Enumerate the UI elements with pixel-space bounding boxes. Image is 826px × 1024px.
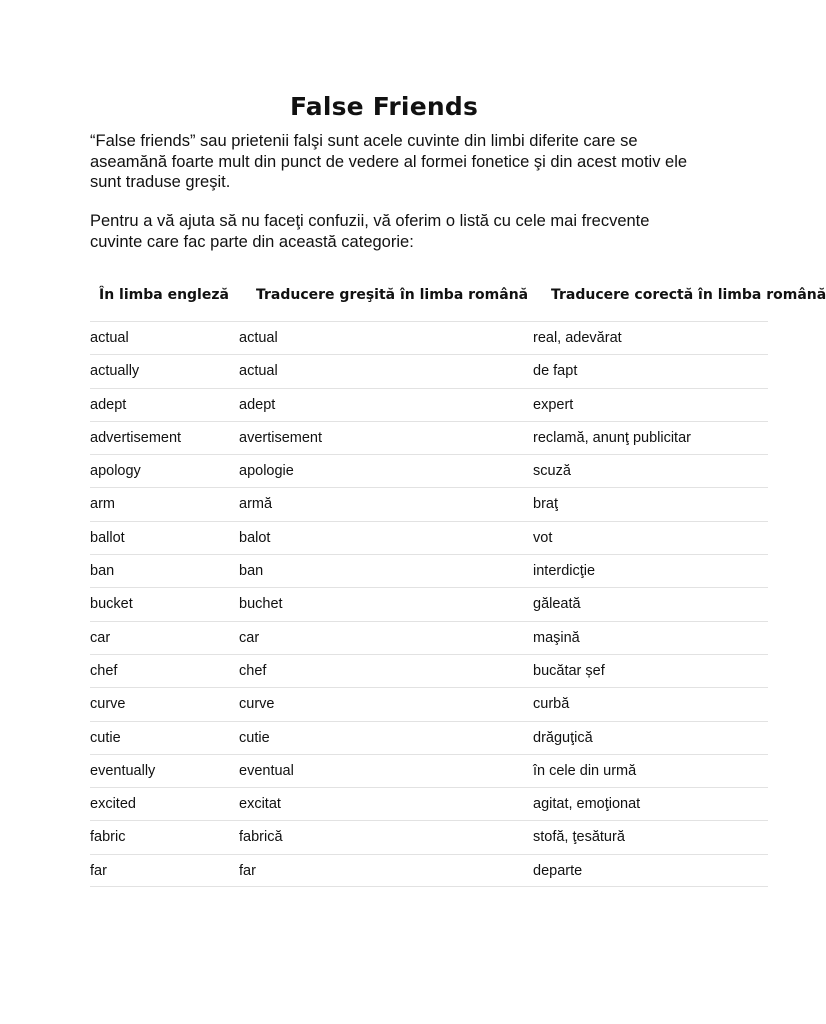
table-row: [90, 854, 768, 887]
table-row: [90, 321, 768, 354]
correct-translation: de fapt: [533, 363, 578, 380]
correct-translation: găleată: [533, 596, 581, 613]
table-row: [90, 421, 768, 454]
english-word: cutie: [90, 729, 121, 746]
english-word: ballot: [90, 529, 125, 546]
wrong-translation: adept: [239, 396, 276, 413]
table-row: [90, 787, 768, 820]
correct-translation: agitat, emoţionat: [533, 796, 641, 813]
intro-paragraph: “False friends” sau prietenii falşi sunt acele cuvinte din limbi diferite care se aseamănă foarte mult din punct de vedere al formei fonetice şi din acest motiv ele sunt traduse greşit.: [90, 132, 688, 191]
english-word: ban: [90, 563, 115, 580]
english-word: chef: [90, 662, 118, 679]
correct-translation: bucătar șef: [533, 662, 605, 679]
correct-translation: maşină: [533, 629, 580, 646]
table-row: [90, 621, 768, 654]
wrong-translation: far: [239, 862, 256, 879]
column-header-correct-translation: Traducere corectă în limba română: [551, 287, 826, 303]
wrong-translation: actual: [239, 330, 278, 346]
column-header-wrong-translation: Traducere greşită în limba română: [256, 287, 529, 303]
english-word: arm: [90, 496, 115, 513]
english-word: apology: [90, 463, 141, 480]
wrong-translation: chef: [239, 662, 267, 679]
correct-translation: real, adevărat: [533, 330, 622, 346]
correct-translation: reclamă, anunţ publicitar: [533, 429, 691, 446]
wrong-translation: cutie: [239, 729, 270, 746]
table-row: [90, 820, 768, 853]
correct-translation: curbă: [533, 696, 570, 713]
table-row: [90, 754, 768, 787]
correct-translation: drăguţică: [533, 729, 593, 746]
correct-translation: braţ: [533, 496, 558, 513]
table-row: [90, 587, 768, 620]
wrong-translation: curve: [239, 696, 275, 713]
wrong-translation: apologie: [239, 463, 294, 480]
table-row: [90, 687, 768, 720]
english-word: fabric: [90, 829, 126, 846]
wrong-translation: armă: [239, 496, 273, 513]
document-title: False Friends: [289, 92, 479, 121]
english-word: excited: [90, 796, 136, 813]
english-word: adept: [90, 396, 127, 413]
table-row: [90, 454, 768, 487]
correct-translation: expert: [533, 396, 574, 413]
wrong-translation: buchet: [239, 596, 283, 613]
english-word: car: [90, 629, 111, 646]
correct-translation: în cele din urmă: [533, 762, 637, 779]
correct-translation: interdicţie: [533, 563, 596, 580]
english-word: bucket: [90, 596, 133, 613]
wrong-translation: balot: [239, 529, 271, 546]
column-header-english: În limba engleză: [99, 287, 229, 303]
correct-translation: stofă, ţesătură: [533, 829, 625, 846]
wrong-translation: fabrică: [239, 829, 283, 846]
table-row: [90, 721, 768, 754]
table-row: [90, 654, 768, 687]
correct-translation: scuză: [533, 463, 571, 480]
table-row: [90, 354, 768, 387]
table-row: [90, 554, 768, 587]
wrong-translation: car: [239, 629, 260, 646]
wrong-translation: excitat: [239, 796, 281, 813]
english-word: far: [90, 862, 107, 879]
english-word: eventually: [90, 762, 156, 779]
wrong-translation: eventual: [239, 762, 294, 779]
intro-paragraph-2: Pentru a vă ajuta să nu faceţi confuzii, vă oferim o listă cu cele mai frecvente cuvinte care fac parte din această categorie:: [90, 212, 650, 251]
wrong-translation: ban: [239, 563, 264, 580]
table-row: [90, 521, 768, 554]
english-word: advertisement: [90, 429, 182, 446]
correct-translation: departe: [533, 862, 583, 879]
table-row: [90, 487, 768, 520]
english-word: actually: [90, 363, 140, 380]
english-word: curve: [90, 696, 126, 713]
english-word: actual: [90, 330, 129, 346]
table-row: [90, 388, 768, 421]
correct-translation: vot: [533, 529, 553, 546]
false-friends-table: [0, 321, 768, 887]
wrong-translation: actual: [239, 363, 278, 380]
wrong-translation: avertisement: [239, 429, 323, 446]
